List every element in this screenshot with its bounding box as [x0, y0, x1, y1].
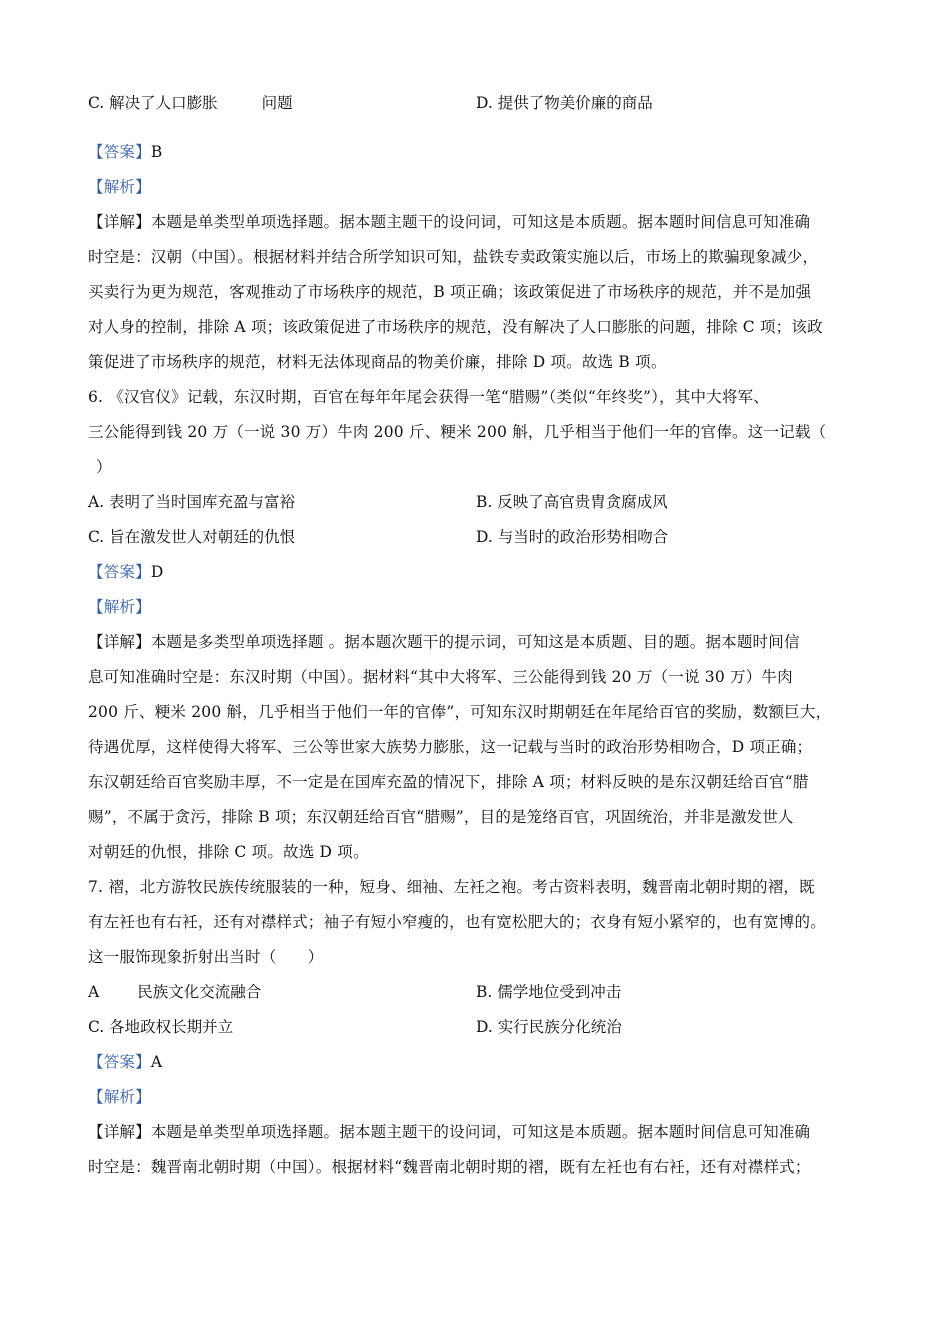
q6-detail-line: 对朝廷的仇恨，排除 C 项。故选 D 项。: [88, 843, 369, 861]
q7-detail-line: 时空是：魏晋南北朝时期（中国）。根据材料“魏晋南北朝时期的褶，既有左衽也有右衽，还有对襟样式；: [88, 1158, 811, 1176]
q6-option-a: A. 表明了当时国库充盈与富裕: [88, 493, 296, 511]
q7-answer: [88, 1045, 868, 1080]
q5-detail-line: 对人身的控制，排除 A 项；该政策促进了市场秩序的规范，没有解决了人口膨胀的问题，排除 C 项；该政: [88, 318, 823, 336]
q7-stem-line: 7. 褶，北方游牧民族传统服装的一种，短身、细袖、左衽之袍。考古资料表明，魏晋南北朝时期的褶，既: [88, 878, 815, 896]
answer-tag: 【答案】: [88, 1053, 151, 1071]
q7-option-c: C. 各地政权长期并立: [88, 1018, 234, 1036]
q7-option-d: D. 实行民族分化统治: [476, 1018, 622, 1036]
q6-options-ab: [88, 485, 868, 520]
detail-tag: 【详解】: [88, 213, 151, 231]
q6-option-b: B. 反映了高官贵胄贪腐成风: [476, 493, 668, 511]
q7-options-ab: [88, 975, 868, 1010]
q6-option-c: C. 旨在激发世人对朝廷的仇恨: [88, 528, 296, 546]
q7-option-b: B. 儒学地位受到冲击: [476, 983, 622, 1001]
q7-option-a: A 民族文化交流融合: [88, 983, 262, 1001]
answer-value: D: [150, 563, 164, 581]
q7-analysis-tag: 【解析】: [88, 1088, 151, 1106]
document-page: [88, 86, 868, 1185]
q6-detail-line: 【详解】本题是多类型单项选择题 。据本题次题干的提示词，可知这是本质题、目的题。据本题时间信: [88, 633, 800, 651]
q5-analysis-tag: 【解析】: [88, 178, 151, 196]
q7-stem-line: 有左衽也有右衽，还有对襟样式；袖子有短小窄瘦的，也有宽松肥大的；衣身有短小紧窄的，也有宽博的。: [88, 913, 826, 931]
q6-stem-line: 三公能得到钱 20 万（一说 30 万）牛肉 200 斤、粳米 200 斛，几乎相当于他们一年的官俸。这一记载（: [88, 423, 827, 441]
q5-option-d: D. 提供了物美价廉的商品: [476, 94, 653, 112]
answer-value: A: [150, 1053, 163, 1071]
q6-option-d: D. 与当时的政治形势相吻合: [476, 528, 669, 546]
q7-options-cd: [88, 1010, 868, 1045]
q7-stem-line: 这一服饰现象折射出当时（ ）: [88, 948, 324, 966]
q6-detail-line: 200 斤、粳米 200 斛，几乎相当于他们一年的官俸”，可知东汉时期朝廷在年尾给百官的奖励，数额巨大，: [88, 703, 832, 721]
q5-answer: [88, 135, 868, 170]
q5-option-c: C. 解决了人口膨胀 问题: [88, 94, 293, 112]
q6-detail-line: 东汉朝廷给百官奖励丰厚，不一定是在国库充盈的情况下，排除 A 项；材料反映的是东汉朝廷给百官“腊: [88, 773, 809, 791]
q6-options-cd: [88, 520, 868, 555]
q6-stem-line: 6. 《汉官仪》记载，东汉时期，百官在每年年尾会获得一笔“腊赐”（类似“年终奖”），其中大将军、: [88, 388, 770, 406]
q6-analysis-tag: 【解析】: [88, 598, 151, 616]
q5-detail-line: 买卖行为更为规范，客观推动了市场秩序的规范，B 项正确；该政策促进了市场秩序的规范，并不是加强: [88, 283, 812, 301]
answer-tag: 【答案】: [88, 563, 151, 581]
q6-detail-line: 息可知准确时空是：东汉时期（中国）。据材料“其中大将军、三公能得到钱 20 万（一说 30 万）牛肉: [88, 668, 793, 686]
detail-tag: 【详解】: [88, 1123, 151, 1141]
answer-value: B: [150, 143, 163, 161]
q5-detail-line: 策促进了市场秩序的规范，材料无法体现商品的物美价廉，排除 D 项。故选 B 项。: [88, 353, 667, 371]
q6-answer: [88, 555, 868, 590]
detail-tag: 【详解】: [88, 633, 151, 651]
answer-tag: 【答案】: [88, 143, 151, 161]
q5-detail-line: 【详解】本题是单类型单项选择题。据本题主题干的设问词，可知这是本质题。据本题时间信息可知准确: [88, 213, 811, 231]
q6-stem-line: ）: [96, 458, 112, 476]
q5-options-cd: [88, 86, 868, 121]
q6-detail-line: 赐”，不属于贪污，排除 B 项；东汉朝廷给百官“腊赐”，目的是笼络百官，巩固统治，并非是激发世人: [88, 808, 794, 826]
q7-detail-line: 【详解】本题是单类型单项选择题。据本题主题干的设问词，可知这是本质题。据本题时间信息可知准确: [88, 1123, 811, 1141]
q5-detail-line: 时空是：汉朝（中国）。根据材料并结合所学知识可知，盐铁专卖政策实施以后，市场上的欺骗现象减少，: [88, 248, 819, 266]
q6-detail-line: 待遇优厚，这样使得大将军、三公等世家大族势力膨胀，这一记载与当时的政治形势相吻合，D 项正确；: [88, 738, 813, 756]
